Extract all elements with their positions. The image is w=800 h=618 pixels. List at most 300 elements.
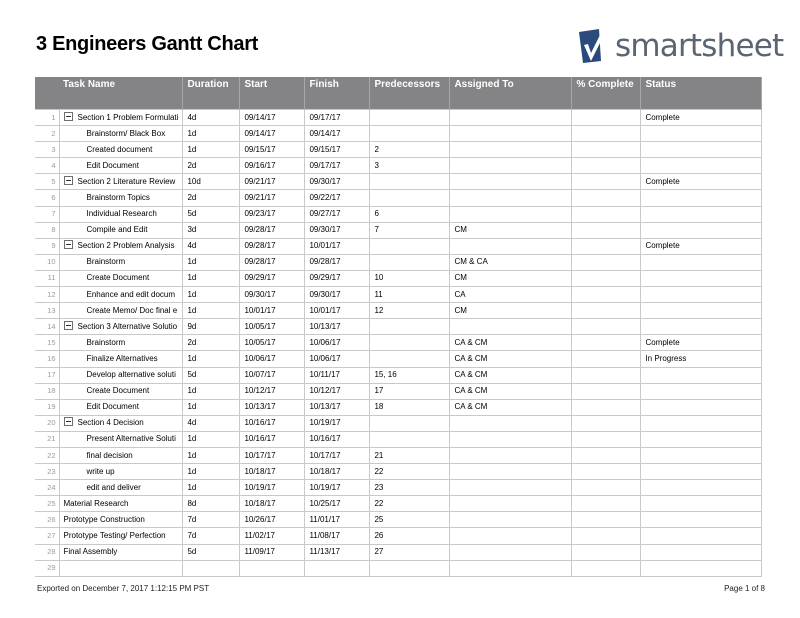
duration-cell[interactable]: 2d	[183, 190, 240, 206]
task-name-cell[interactable]	[59, 110, 183, 126]
duration-cell[interactable]: 1d	[183, 270, 240, 286]
finish-date-cell[interactable]: 09/17/17	[305, 158, 370, 174]
start-date-cell[interactable]: 10/01/17	[240, 303, 305, 319]
start-date-cell[interactable]: 09/21/17	[240, 174, 305, 190]
percent-complete-cell[interactable]	[572, 126, 641, 142]
table-row[interactable]	[35, 303, 762, 319]
status-cell[interactable]	[641, 319, 762, 335]
assigned-to-cell[interactable]: CM & CA	[450, 254, 572, 270]
predecessors-cell[interactable]: 7	[370, 222, 450, 238]
table-row[interactable]	[35, 431, 762, 447]
duration-cell[interactable]: 7d	[183, 512, 240, 528]
status-cell[interactable]	[641, 142, 762, 158]
row-number: 17	[35, 367, 59, 383]
table-row[interactable]	[35, 415, 762, 431]
task-name-cell[interactable]	[59, 254, 183, 270]
row-number: 26	[35, 512, 59, 528]
task-name-label: Brainstorm Topics	[86, 193, 150, 203]
assigned-to-cell[interactable]: CA & CM	[450, 367, 572, 383]
finish-date-cell[interactable]: 11/01/17	[305, 512, 370, 528]
status-cell[interactable]	[641, 383, 762, 399]
predecessors-cell[interactable]: 3	[370, 158, 450, 174]
predecessors-cell[interactable]: 2	[370, 142, 450, 158]
predecessors-cell[interactable]	[370, 335, 450, 351]
start-date-cell[interactable]: 10/18/17	[240, 464, 305, 480]
predecessors-cell[interactable]: 15, 16	[370, 367, 450, 383]
finish-date-cell[interactable]: 10/17/17	[305, 447, 370, 463]
predecessors-cell[interactable]: 17	[370, 383, 450, 399]
duration-cell[interactable]: 1d	[183, 431, 240, 447]
start-date-cell[interactable]: 09/28/17	[240, 238, 305, 254]
task-name-cell[interactable]	[59, 383, 183, 399]
start-date-cell[interactable]: 09/14/17	[240, 110, 305, 126]
percent-complete-cell[interactable]	[572, 447, 641, 463]
percent-complete-cell[interactable]	[572, 206, 641, 222]
table-row[interactable]	[35, 512, 762, 528]
duration-cell[interactable]: 1d	[183, 464, 240, 480]
task-name-cell[interactable]	[59, 158, 183, 174]
table-row[interactable]	[35, 399, 762, 415]
percent-complete-cell[interactable]	[572, 431, 641, 447]
predecessors-cell[interactable]	[370, 190, 450, 206]
percent-complete-cell[interactable]	[572, 560, 641, 576]
task-name-label: Compile and Edit	[86, 225, 148, 235]
collapse-toggle-icon[interactable]	[64, 321, 73, 330]
task-name-cell[interactable]	[59, 238, 183, 254]
start-date-cell[interactable]: 09/14/17	[240, 126, 305, 142]
status-cell[interactable]	[641, 222, 762, 238]
row-number: 24	[35, 480, 59, 496]
task-name-cell[interactable]	[59, 447, 183, 463]
assigned-to-cell[interactable]	[450, 110, 572, 126]
assigned-to-cell[interactable]	[450, 158, 572, 174]
status-cell[interactable]	[641, 431, 762, 447]
table-row[interactable]	[35, 206, 762, 222]
table-row[interactable]	[35, 351, 762, 367]
column-header-finish[interactable]: Finish	[305, 77, 370, 110]
task-name-label: Create Document	[86, 386, 150, 396]
duration-cell[interactable]: 1d	[183, 126, 240, 142]
table-row[interactable]	[35, 110, 762, 126]
duration-cell[interactable]: 1d	[183, 383, 240, 399]
table-row[interactable]	[35, 126, 762, 142]
finish-date-cell[interactable]: 10/13/17	[305, 319, 370, 335]
finish-date-cell[interactable]: 09/30/17	[305, 174, 370, 190]
status-cell[interactable]	[641, 512, 762, 528]
finish-date-cell[interactable]: 10/25/17	[305, 496, 370, 512]
duration-cell[interactable]: 9d	[183, 319, 240, 335]
assigned-to-cell[interactable]: CM	[450, 222, 572, 238]
assigned-to-cell[interactable]: CA & CM	[450, 399, 572, 415]
table-row[interactable]	[35, 142, 762, 158]
duration-cell[interactable]: 5d	[183, 206, 240, 222]
start-date-cell[interactable]: 09/23/17	[240, 206, 305, 222]
assigned-to-cell[interactable]	[450, 544, 572, 560]
assigned-to-cell[interactable]	[450, 560, 572, 576]
percent-complete-cell[interactable]	[572, 351, 641, 367]
duration-cell[interactable]: 1d	[183, 480, 240, 496]
task-name-cell[interactable]	[59, 303, 183, 319]
assigned-to-cell[interactable]	[450, 431, 572, 447]
percent-complete-cell[interactable]	[572, 399, 641, 415]
assigned-to-cell[interactable]: CA & CM	[450, 383, 572, 399]
assigned-to-cell[interactable]	[450, 190, 572, 206]
collapse-toggle-icon[interactable]	[64, 240, 73, 249]
status-cell[interactable]: Complete	[641, 174, 762, 190]
percent-complete-cell[interactable]	[572, 335, 641, 351]
table-row[interactable]	[35, 222, 762, 238]
assigned-to-cell[interactable]	[450, 206, 572, 222]
status-cell[interactable]	[641, 528, 762, 544]
percent-complete-cell[interactable]	[572, 415, 641, 431]
table-row[interactable]	[35, 480, 762, 496]
predecessors-cell[interactable]	[370, 415, 450, 431]
percent-complete-cell[interactable]	[572, 303, 641, 319]
duration-cell[interactable]: 1d	[183, 351, 240, 367]
finish-date-cell[interactable]: 10/01/17	[305, 303, 370, 319]
table-row[interactable]	[35, 238, 762, 254]
table-row[interactable]	[35, 544, 762, 560]
task-name-cell[interactable]	[59, 415, 183, 431]
predecessors-cell[interactable]	[370, 319, 450, 335]
start-date-cell[interactable]: 10/26/17	[240, 512, 305, 528]
row-number: 12	[35, 287, 59, 303]
status-cell[interactable]: Complete	[641, 238, 762, 254]
duration-cell[interactable]: 1d	[183, 303, 240, 319]
row-number: 8	[35, 222, 59, 238]
predecessors-cell[interactable]: 23	[370, 480, 450, 496]
row-number: 6	[35, 190, 59, 206]
start-date-cell[interactable]: 09/16/17	[240, 158, 305, 174]
start-date-cell[interactable]: 10/16/17	[240, 415, 305, 431]
task-name-cell[interactable]	[59, 206, 183, 222]
task-name-cell[interactable]	[59, 528, 183, 544]
percent-complete-cell[interactable]	[572, 110, 641, 126]
predecessors-cell[interactable]	[370, 110, 450, 126]
task-name-cell[interactable]	[59, 287, 183, 303]
duration-cell[interactable]: 10d	[183, 174, 240, 190]
table-row[interactable]	[35, 447, 762, 463]
percent-complete-cell[interactable]	[572, 383, 641, 399]
percent-complete-cell[interactable]	[572, 496, 641, 512]
duration-cell[interactable]: 4d	[183, 238, 240, 254]
table-row[interactable]	[35, 319, 762, 335]
collapse-toggle-icon[interactable]	[64, 112, 73, 121]
duration-cell[interactable]: 1d	[183, 254, 240, 270]
task-name-label: Section 1 Problem Formulati	[77, 112, 179, 122]
status-cell[interactable]: In Progress	[641, 351, 762, 367]
predecessors-cell[interactable]: 27	[370, 544, 450, 560]
duration-cell[interactable]: 1d	[183, 447, 240, 463]
finish-date-cell[interactable]: 10/18/17	[305, 464, 370, 480]
table-row[interactable]	[35, 174, 762, 190]
finish-date-cell[interactable]: 10/19/17	[305, 415, 370, 431]
percent-complete-cell[interactable]	[572, 174, 641, 190]
status-cell[interactable]	[641, 158, 762, 174]
duration-cell[interactable]	[183, 560, 240, 576]
table-row[interactable]	[35, 270, 762, 286]
finish-date-cell[interactable]: 09/30/17	[305, 287, 370, 303]
assigned-to-cell[interactable]	[450, 528, 572, 544]
predecessors-cell[interactable]: 18	[370, 399, 450, 415]
collapse-toggle-icon[interactable]	[64, 417, 73, 426]
table-row[interactable]	[35, 383, 762, 399]
predecessors-cell[interactable]: 21	[370, 447, 450, 463]
start-date-cell[interactable]: 09/21/17	[240, 190, 305, 206]
finish-date-cell[interactable]: 09/14/17	[305, 126, 370, 142]
assigned-to-cell[interactable]: CA & CM	[450, 335, 572, 351]
predecessors-cell[interactable]: 26	[370, 528, 450, 544]
duration-cell[interactable]: 1d	[183, 142, 240, 158]
predecessors-cell[interactable]	[370, 254, 450, 270]
task-name-label: Section 3 Alternative Solutio	[77, 321, 178, 331]
table-row[interactable]	[35, 287, 762, 303]
status-cell[interactable]	[641, 480, 762, 496]
percent-complete-cell[interactable]	[572, 480, 641, 496]
assigned-to-cell[interactable]	[450, 126, 572, 142]
assigned-to-cell[interactable]	[450, 496, 572, 512]
task-name-label: Enhance and edit docum	[86, 289, 176, 299]
predecessors-cell[interactable]: 10	[370, 270, 450, 286]
predecessors-cell[interactable]: 12	[370, 303, 450, 319]
finish-date-cell[interactable]: 09/29/17	[305, 270, 370, 286]
task-name-label: Prototype Testing/ Perfection	[63, 530, 166, 540]
finish-date-cell[interactable]: 10/06/17	[305, 351, 370, 367]
status-cell[interactable]	[641, 126, 762, 142]
start-date-cell[interactable]: 10/18/17	[240, 496, 305, 512]
predecessors-cell[interactable]: 22	[370, 496, 450, 512]
start-date-cell[interactable]: 11/02/17	[240, 528, 305, 544]
assigned-to-cell[interactable]	[450, 415, 572, 431]
predecessors-cell[interactable]	[370, 238, 450, 254]
task-name-cell[interactable]	[59, 544, 183, 560]
row-number: 13	[35, 303, 59, 319]
table-row[interactable]	[35, 335, 762, 351]
finish-date-cell[interactable]: 10/11/17	[305, 367, 370, 383]
finish-date-cell[interactable]: 09/22/17	[305, 190, 370, 206]
finish-date-cell[interactable]: 09/28/17	[305, 254, 370, 270]
start-date-cell[interactable]: 10/05/17	[240, 335, 305, 351]
status-cell[interactable]	[641, 270, 762, 286]
duration-cell[interactable]: 5d	[183, 544, 240, 560]
finish-date-cell[interactable]: 10/19/17	[305, 480, 370, 496]
duration-cell[interactable]: 2d	[183, 335, 240, 351]
task-name-cell[interactable]	[59, 270, 183, 286]
task-name-cell[interactable]	[59, 431, 183, 447]
assigned-to-cell[interactable]	[450, 319, 572, 335]
finish-date-cell[interactable]: 10/01/17	[305, 238, 370, 254]
table-row[interactable]	[35, 496, 762, 512]
start-date-cell[interactable]: 09/30/17	[240, 287, 305, 303]
percent-complete-cell[interactable]	[572, 142, 641, 158]
finish-date-cell[interactable]: 09/17/17	[305, 110, 370, 126]
assigned-to-cell[interactable]	[450, 480, 572, 496]
table-row[interactable]	[35, 158, 762, 174]
assigned-to-cell[interactable]	[450, 174, 572, 190]
predecessors-cell[interactable]: 11	[370, 287, 450, 303]
status-cell[interactable]	[641, 287, 762, 303]
task-name-label: Created document	[86, 144, 153, 154]
table-row[interactable]	[35, 367, 762, 383]
start-date-cell[interactable]: 10/17/17	[240, 447, 305, 463]
predecessors-cell[interactable]: 22	[370, 464, 450, 480]
start-date-cell[interactable]: 09/28/17	[240, 222, 305, 238]
column-header-duration[interactable]: Duration	[183, 77, 240, 110]
column-header-predecessors[interactable]: Predecessors	[370, 77, 450, 110]
column-header-status[interactable]: Status	[641, 77, 762, 110]
status-cell[interactable]	[641, 496, 762, 512]
assigned-to-cell[interactable]	[450, 512, 572, 528]
duration-cell[interactable]: 5d	[183, 367, 240, 383]
task-name-cell[interactable]	[59, 319, 183, 335]
column-header-percent-complete[interactable]: % Complete	[572, 77, 641, 110]
assigned-to-cell[interactable]	[450, 142, 572, 158]
assigned-to-cell[interactable]	[450, 464, 572, 480]
start-date-cell[interactable]	[240, 560, 305, 576]
start-date-cell[interactable]: 10/12/17	[240, 383, 305, 399]
percent-complete-cell[interactable]	[572, 238, 641, 254]
row-number: 29	[35, 560, 59, 576]
duration-cell[interactable]: 7d	[183, 528, 240, 544]
task-name-cell[interactable]	[59, 464, 183, 480]
export-timestamp: Exported on December 7, 2017 1:12:15 PM PST	[37, 584, 210, 593]
status-cell[interactable]	[641, 415, 762, 431]
column-header-assigned-to[interactable]: Assigned To	[450, 77, 572, 110]
assigned-to-cell[interactable]	[450, 238, 572, 254]
smartsheet-check-logo-icon	[577, 28, 607, 64]
status-cell[interactable]	[641, 254, 762, 270]
gantt-table	[35, 77, 762, 577]
percent-complete-cell[interactable]	[572, 190, 641, 206]
start-date-cell[interactable]: 09/29/17	[240, 270, 305, 286]
task-name-label: final decision	[86, 450, 133, 460]
assigned-to-cell[interactable]: CM	[450, 270, 572, 286]
table-row[interactable]	[35, 254, 762, 270]
status-cell[interactable]: Complete	[641, 110, 762, 126]
status-cell[interactable]: Complete	[641, 335, 762, 351]
task-name-cell[interactable]	[59, 367, 183, 383]
percent-complete-cell[interactable]	[572, 528, 641, 544]
finish-date-cell[interactable]: 09/30/17	[305, 222, 370, 238]
task-name-cell[interactable]	[59, 142, 183, 158]
finish-date-cell[interactable]	[305, 560, 370, 576]
percent-complete-cell[interactable]	[572, 287, 641, 303]
row-number: 15	[35, 335, 59, 351]
page-number: Page 1 of 8	[724, 584, 765, 593]
predecessors-cell[interactable]	[370, 351, 450, 367]
predecessors-cell[interactable]: 25	[370, 512, 450, 528]
task-name-cell[interactable]	[59, 399, 183, 415]
percent-complete-cell[interactable]	[572, 544, 641, 560]
status-cell[interactable]	[641, 206, 762, 222]
start-date-cell[interactable]: 10/06/17	[240, 351, 305, 367]
table-row[interactable]	[35, 560, 762, 576]
status-cell[interactable]	[641, 190, 762, 206]
task-name-cell[interactable]	[59, 512, 183, 528]
assigned-to-cell[interactable]	[450, 447, 572, 463]
start-date-cell[interactable]: 09/15/17	[240, 142, 305, 158]
start-date-cell[interactable]: 10/07/17	[240, 367, 305, 383]
status-cell[interactable]	[641, 544, 762, 560]
start-date-cell[interactable]: 10/16/17	[240, 431, 305, 447]
finish-date-cell[interactable]: 09/15/17	[305, 142, 370, 158]
duration-cell[interactable]: 3d	[183, 222, 240, 238]
start-date-cell[interactable]: 10/19/17	[240, 480, 305, 496]
task-name-cell[interactable]	[59, 480, 183, 496]
duration-cell[interactable]: 4d	[183, 110, 240, 126]
status-cell[interactable]	[641, 560, 762, 576]
predecessors-cell[interactable]	[370, 174, 450, 190]
percent-complete-cell[interactable]	[572, 367, 641, 383]
predecessors-cell[interactable]	[370, 560, 450, 576]
predecessors-cell[interactable]	[370, 431, 450, 447]
task-name-cell[interactable]	[59, 190, 183, 206]
assigned-to-cell[interactable]: CA	[450, 287, 572, 303]
status-cell[interactable]	[641, 367, 762, 383]
status-cell[interactable]	[641, 303, 762, 319]
task-name-label: Section 4 Decision	[77, 418, 144, 428]
finish-date-cell[interactable]: 10/12/17	[305, 383, 370, 399]
finish-date-cell[interactable]: 10/16/17	[305, 431, 370, 447]
table-row[interactable]	[35, 190, 762, 206]
predecessors-cell[interactable]: 6	[370, 206, 450, 222]
status-cell[interactable]	[641, 399, 762, 415]
column-header-start[interactable]: Start	[240, 77, 305, 110]
table-row[interactable]	[35, 528, 762, 544]
task-name-label: Develop alternative soluti	[86, 370, 176, 380]
table-row[interactable]	[35, 464, 762, 480]
task-name-cell[interactable]	[59, 496, 183, 512]
task-name-cell[interactable]	[59, 335, 183, 351]
row-number: 2	[35, 126, 59, 142]
column-header-task-name[interactable]: Task Name	[59, 77, 183, 110]
assigned-to-cell[interactable]: CA & CM	[450, 351, 572, 367]
finish-date-cell[interactable]: 10/13/17	[305, 399, 370, 415]
start-date-cell[interactable]: 10/13/17	[240, 399, 305, 415]
percent-complete-cell[interactable]	[572, 512, 641, 528]
finish-date-cell[interactable]: 11/08/17	[305, 528, 370, 544]
finish-date-cell[interactable]: 09/27/17	[305, 206, 370, 222]
task-name-label: Section 2 Literature Review	[77, 176, 176, 186]
percent-complete-cell[interactable]	[572, 158, 641, 174]
start-date-cell[interactable]: 09/28/17	[240, 254, 305, 270]
duration-cell[interactable]: 1d	[183, 287, 240, 303]
finish-date-cell[interactable]: 11/13/17	[305, 544, 370, 560]
duration-cell[interactable]: 4d	[183, 415, 240, 431]
duration-cell[interactable]: 1d	[183, 399, 240, 415]
finish-date-cell[interactable]: 10/06/17	[305, 335, 370, 351]
task-name-cell[interactable]	[59, 560, 183, 576]
status-cell[interactable]	[641, 464, 762, 480]
duration-cell[interactable]: 2d	[183, 158, 240, 174]
percent-complete-cell[interactable]	[572, 270, 641, 286]
predecessors-cell[interactable]	[370, 126, 450, 142]
percent-complete-cell[interactable]	[572, 222, 641, 238]
status-cell[interactable]	[641, 447, 762, 463]
duration-cell[interactable]: 8d	[183, 496, 240, 512]
percent-complete-cell[interactable]	[572, 464, 641, 480]
task-name-cell[interactable]	[59, 222, 183, 238]
start-date-cell[interactable]: 10/05/17	[240, 319, 305, 335]
task-name-cell[interactable]	[59, 351, 183, 367]
collapse-toggle-icon[interactable]	[64, 176, 73, 185]
start-date-cell[interactable]: 11/09/17	[240, 544, 305, 560]
percent-complete-cell[interactable]	[572, 319, 641, 335]
assigned-to-cell[interactable]: CM	[450, 303, 572, 319]
task-name-cell[interactable]	[59, 174, 183, 190]
percent-complete-cell[interactable]	[572, 254, 641, 270]
task-name-cell[interactable]	[59, 126, 183, 142]
